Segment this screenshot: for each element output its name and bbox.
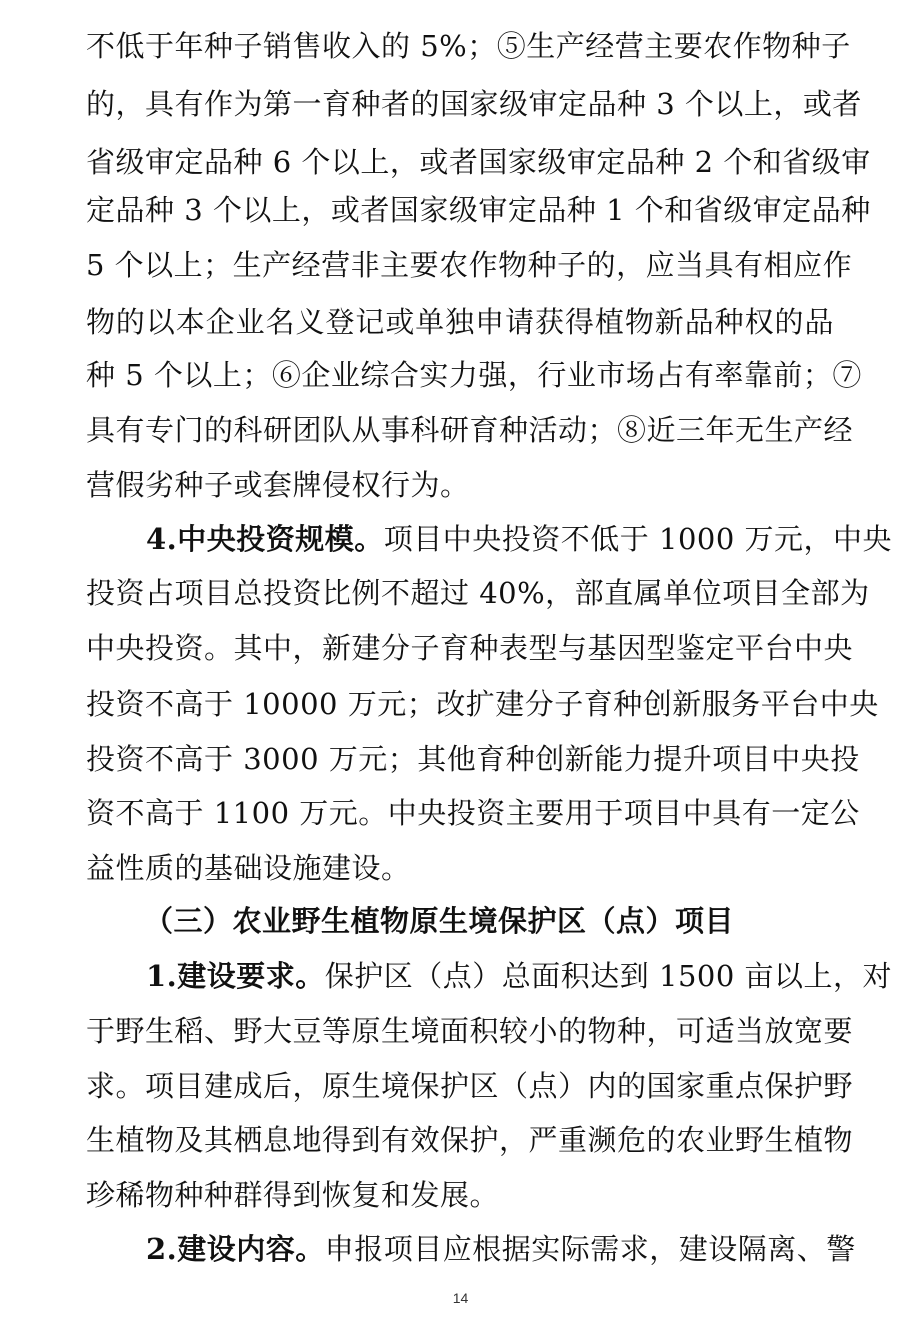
page-number: 14 xyxy=(452,1290,469,1306)
paragraph-3-line-1-text: 保护区（点）总面积达到 1500 亩以上，对 xyxy=(324,959,893,993)
paragraph-4-line-1-text: 申报项目应根据实际需求，建设隔离、警 xyxy=(324,1232,856,1266)
paragraph-1-line-1: 不低于年种子销售收入的 5%；⑤生产经营主要农作物种子 xyxy=(86,29,851,63)
paragraph-4-line-1 xyxy=(146,1231,856,1267)
paragraph-1-line-4: 定品种 3 个以上，或者国家级审定品种 1 个和省级审定品种 xyxy=(86,193,871,227)
paragraph-3-line-3: 求。项目建成后，原生境保护区（点）内的国家重点保护野 xyxy=(86,1069,854,1103)
paragraph-1-line-6: 物的以本企业名义登记或单独申请获得植物新品种权的品 xyxy=(86,305,834,339)
paragraph-3-line-5: 珍稀物种种群得到恢复和发展。 xyxy=(86,1178,500,1212)
paragraph-1-line-3: 省级审定品种 6 个以上，或者国家级审定品种 2 个和省级审 xyxy=(86,145,871,179)
paragraph-1-line-5: 5 个以上；生产经营非主要农作物种子的，应当具有相应作 xyxy=(86,248,853,282)
paragraph-3-label: 1.建设要求。 xyxy=(146,959,325,993)
paragraph-1-line-8: 具有专门的科研团队从事科研育种活动；⑧近三年无生产经 xyxy=(86,413,854,447)
paragraph-2-line-6: 资不高于 1100 万元。中央投资主要用于项目中具有一定公 xyxy=(86,796,860,830)
paragraph-2-line-7: 益性质的基础设施建设。 xyxy=(86,851,411,885)
paragraph-3-line-2: 于野生稻、野大豆等原生境面积较小的物种，可适当放宽要 xyxy=(86,1014,854,1048)
paragraph-1-line-9: 营假劣种子或套牌侵权行为。 xyxy=(86,468,470,502)
paragraph-2-line-5: 投资不高于 3000 万元；其他育种创新能力提升项目中央投 xyxy=(86,742,860,776)
paragraph-1-line-7: 种 5 个以上；⑥企业综合实力强，行业市场占有率靠前；⑦ xyxy=(86,358,862,392)
paragraph-3-line-1 xyxy=(146,958,893,994)
paragraph-2-line-3: 中央投资。其中，新建分子育种表型与基因型鉴定平台中央 xyxy=(86,631,854,665)
paragraph-2-line-1-text: 项目中央投资不低于 1000 万元，中央 xyxy=(383,522,893,556)
paragraph-2-line-4: 投资不高于 10000 万元；改扩建分子育种创新服务平台中央 xyxy=(86,687,879,721)
paragraph-2-line-1 xyxy=(146,521,893,557)
paragraph-1-line-2: 的，具有作为第一育种者的国家级审定品种 3 个以上，或者 xyxy=(86,87,862,121)
paragraph-3-line-4: 生植物及其栖息地得到有效保护，严重濒危的农业野生植物 xyxy=(86,1123,854,1157)
paragraph-4-label: 2.建设内容。 xyxy=(146,1232,325,1266)
paragraph-2-line-2: 投资占项目总投资比例不超过 40%，部直属单位项目全部为 xyxy=(86,576,870,610)
section-heading: （三）农业野生植物原生境保护区（点）项目 xyxy=(144,904,735,938)
paragraph-2-label: 4.中央投资规模。 xyxy=(146,522,384,556)
